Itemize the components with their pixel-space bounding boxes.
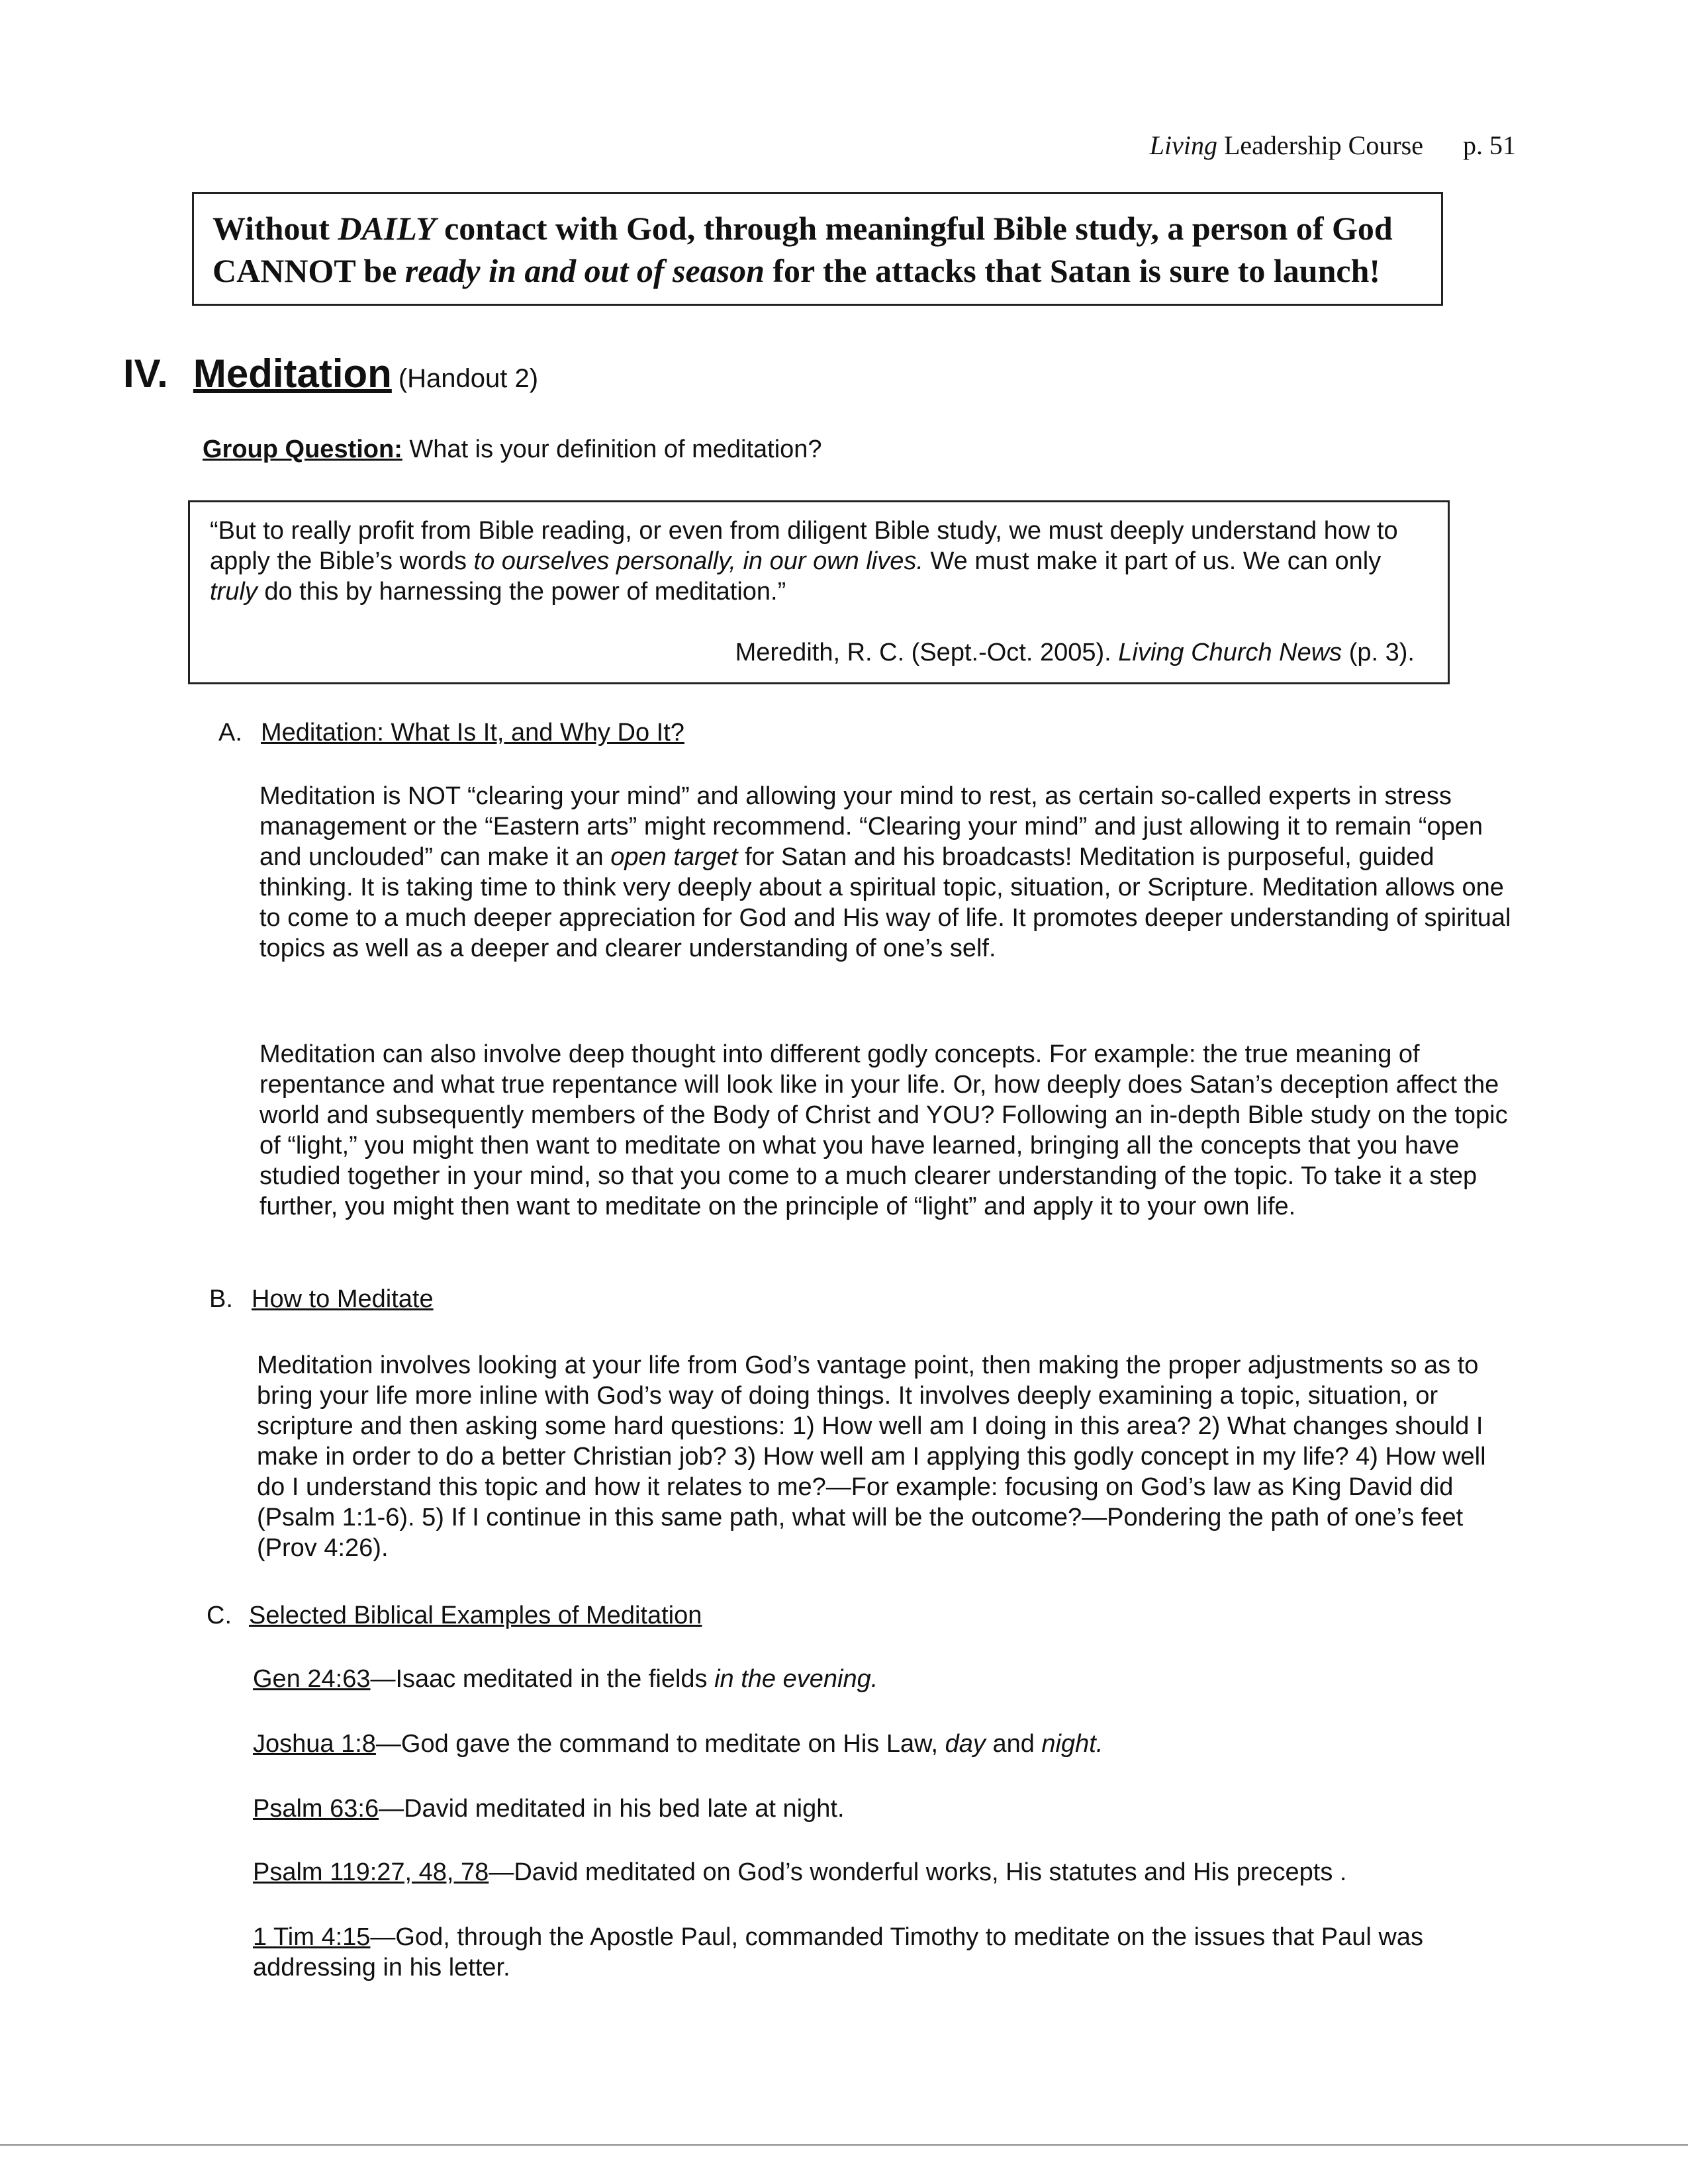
subsection-title: Selected Biblical Examples of Meditation	[249, 1602, 702, 1629]
quote-box	[188, 500, 1450, 684]
subsection-b-heading	[209, 1285, 434, 1314]
group-question	[203, 435, 822, 464]
group-question-label: Group Question:	[203, 435, 402, 463]
example-item: 1 Tim 4:15—God, through the Apostle Paul, commanded Timothy to meditate on the issues that Paul was addressing in his letter.	[253, 1923, 1423, 1981]
example-item: Joshua 1:8—God gave the command to meditate on His Law, day and night.	[253, 1730, 1103, 1758]
subsection-title: Meditation: What Is It, and Why Do It?	[261, 719, 684, 747]
paragraph-a1: Meditation is NOT “clearing your mind” and allowing your mind to rest, as certain so-called experts in stress management or the “Eastern arts” might recommend. “Clearing your mind” and just allowing it to remain “open and unclouded” can make it an open target for Satan and his broadcasts! Meditation is purposeful, guided thinking. It is taking time to think very deeply about a spiritual topic, situation, or Scripture. Meditation allows one to come to a much deeper appreciation for God and His way of life. It promotes deeper understanding of spiritual topics as well as a deeper and clearer understanding of one’s self.	[259, 782, 1511, 962]
scripture-reference: 1 Tim 4:15	[253, 1923, 371, 1951]
paragraph-a2: Meditation can also involve deep thought into different godly concepts. For example: the true meaning of repentance and what true repentance will look like in your life. Or, how deeply does Satan’s deception affect the world and subsequently members of the Body of Christ and YOU? Following an in-depth Bible study on the topic of “light,” you might then want to meditate on what you have learned, bringing all the concepts that you have studied together in your mind, so that you come to a much clearer understanding of the topic. To take it a step further, you might then want to meditate on the principle of “light” and apply it to your own life.	[259, 1040, 1508, 1220]
example-item: Psalm 63:6—David meditated in his bed late at night.	[253, 1795, 845, 1823]
callout-emphasis-daily: DAILY	[338, 210, 436, 247]
subsection-title: How to Meditate	[252, 1285, 434, 1313]
scripture-reference: Psalm 119:27, 48, 78	[253, 1858, 489, 1886]
subsection-label: C.	[207, 1602, 232, 1629]
callout-emphasis-season: ready in and out of season	[404, 252, 765, 289]
page-number: p. 51	[1463, 130, 1516, 160]
subsection-label: A.	[218, 719, 242, 747]
course-title-italic: Living	[1149, 130, 1217, 160]
subsection-label: B.	[209, 1285, 233, 1313]
group-question-text: What is your definition of meditation?	[402, 435, 822, 463]
section-title: Meditation	[193, 351, 392, 396]
quote-citation: Meredith, R. C. (Sept.-Oct. 2005). Living Church News (p. 3).	[735, 639, 1415, 666]
subsection-c-heading	[207, 1602, 702, 1630]
scripture-reference: Gen 24:63	[253, 1665, 371, 1693]
scripture-reference: Joshua 1:8	[253, 1730, 376, 1758]
course-title: Leadership Course	[1217, 130, 1423, 160]
example-item: Psalm 119:27, 48, 78—David meditated on God’s wonderful works, His statutes and His precepts .	[253, 1858, 1347, 1886]
subsection-a-heading	[218, 719, 684, 747]
callout-box	[192, 192, 1443, 306]
paragraph-b: Meditation involves looking at your life from God’s vantage point, then making the proper adjustments so as to bring your life more inline with God’s way of doing things. It involves deeply examining a topic, situation, or scripture and then asking some hard questions: 1) How well am I doing in this area? 2) What changes should I make in order to do a better Christian job? 3) How well am I applying this godly concept in my life? 4) How well do I understand this topic and how it relates to me?—For example: focusing on God’s law as King David did (Psalm 1:1-6). 5) If I continue in this same path, what will be the outcome?—Pondering the path of one’s feet (Prov 4:26).	[257, 1351, 1486, 1562]
callout-text: contact with God, through meaningful Bible study, a person of God CANNOT be	[212, 210, 1393, 289]
section-handout: (Handout 2)	[398, 364, 539, 393]
example-item: Gen 24:63—Isaac meditated in the fields in the evening.	[253, 1665, 878, 1693]
callout-text: for the attacks that Satan is sure to launch!	[764, 252, 1381, 289]
scan-bottom-edge	[0, 2144, 1688, 2146]
page-header	[1150, 130, 1516, 161]
callout-text: Without	[212, 210, 338, 247]
quote-text: “But to really profit from Bible reading, or even from diligent Bible study, we must deeply understand how to apply the Bible’s words to ourselves personally, in our own lives. We must make it part of us. We can only truly do this by harnessing the power of meditation.”	[210, 517, 1398, 606]
section-heading	[123, 351, 538, 396]
section-number: IV.	[123, 351, 168, 396]
scripture-reference: Psalm 63:6	[253, 1795, 379, 1823]
